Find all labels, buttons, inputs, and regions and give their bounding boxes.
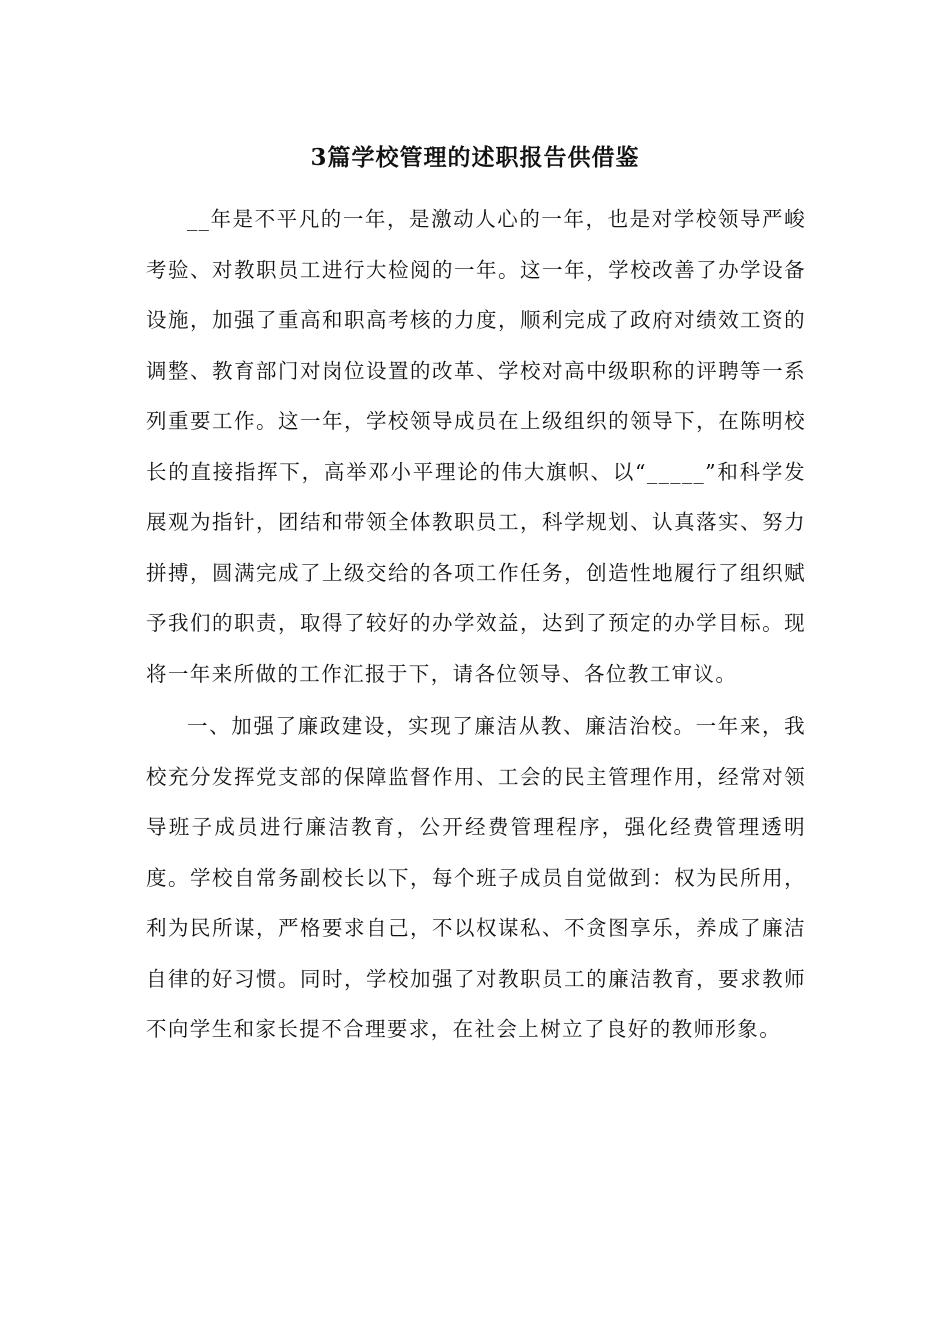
document-title: 3篇学校管理的述职报告供借鉴: [310, 144, 640, 171]
body-paragraph-intro: __年是不平凡的一年，是激动人心的一年，也是对学校领导严峻考验、对教职员工进行大检阅的一年。这一年，学校改善了办学设备设施，加强了重高和职高考核的力度，顺利完成了政府对绩效工资的调整、教育部门对岗位设置的改革、学校对高中级职称的评聘等一系列重要工作。这一年，学校领导成员在上级组织的领导下，在陈明校长的直接指挥下，高举邓小平理论的伟大旗帜、以“_____”和科学发展观为指针，团结和带领全体教职员工，科学规划、认真落实、努力拼搏，圆满完成了上级交给的各项工作任务，创造性地履行了组织赋予我们的职责，取得了较好的办学效益，达到了预定的办学目标。现将一年来所做的工作汇报于下，请各位领导、各位教工审议。: [146, 207, 806, 686]
body-paragraph-integrity: 一、加强了廉政建设，实现了廉洁从教、廉洁治校。一年来，我校充分发挥党支部的保障监督作用、工会的民主管理作用，经常对领导班子成员进行廉洁教育，公开经费管理程序，强化经费管理透明度。学校自常务副校长以下，每个班子成员自觉做到：权为民所用，利为民所谋，严格要求自己，不以权谋私、不贪图享乐，养成了廉洁自律的好习惯。同时，学校加强了对教职员工的廉洁教育，要求教师不向学生和家长提不合理要求，在社会上树立了良好的教师形象。: [146, 714, 806, 1041]
document-body: [146, 194, 806, 1055]
